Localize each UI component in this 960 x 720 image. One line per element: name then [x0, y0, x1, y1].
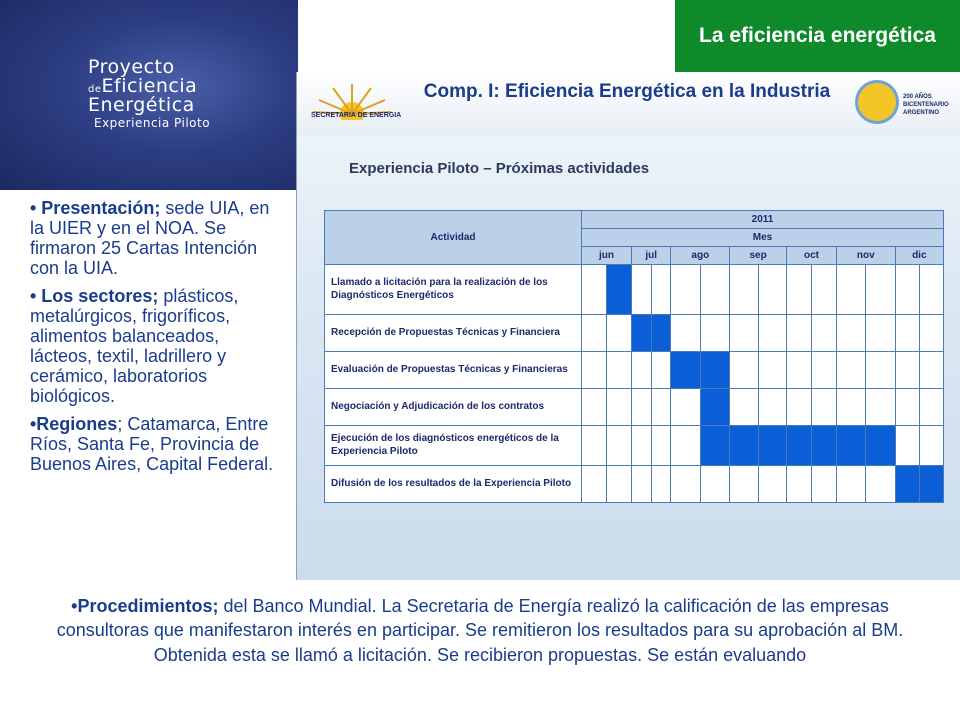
schedule-bar: [787, 426, 812, 466]
procedimientos-label: •Procedimientos;: [71, 596, 219, 616]
schedule-cell: [631, 352, 651, 389]
schedule-cell: [812, 466, 837, 503]
slide-header: [297, 72, 960, 136]
activity-name: Evaluación de Propuestas Técnicas y Financieras: [325, 352, 582, 389]
header-activity: Actividad: [325, 211, 582, 265]
schedule-cell: [758, 389, 786, 426]
schedule-cell: [812, 265, 837, 315]
schedule-cell: [730, 265, 758, 315]
schedule-bar: [651, 315, 671, 352]
schedule-cell: [730, 389, 758, 426]
logo-line-2-prefix: de: [88, 84, 102, 95]
schedule-cell: [919, 315, 943, 352]
schedule-cell: [812, 315, 837, 352]
activity-schedule-table: [324, 210, 944, 503]
activity-row: [325, 352, 944, 389]
schedule-cell: [606, 315, 631, 352]
month-header: jun: [582, 247, 632, 265]
schedule-bar: [919, 466, 943, 503]
month-header: jul: [631, 247, 671, 265]
schedule-cell: [895, 315, 919, 352]
bullet-presentacion-text: sede UIA, en la UIER y en el NOA. Se firmaron 25 Cartas Intención con la UIA.: [30, 198, 270, 279]
activity-name: Ejecución de los diagnósticos energéticos de la Experiencia Piloto: [325, 426, 582, 466]
bullet-regiones: [30, 414, 286, 474]
bullet-sectores-text: plásticos, metalúrgicos, frigoríficos, alimentos balanceados, lácteos, textil, ladrillero y cerámico, laboratorios biológicos.: [30, 285, 239, 407]
schedule-cell: [671, 466, 700, 503]
schedule-cell: [651, 352, 671, 389]
schedule-cell: [836, 315, 865, 352]
schedule-cell: [606, 426, 631, 466]
project-logo: [0, 0, 298, 190]
schedule-cell: [866, 466, 895, 503]
schedule-cell: [631, 389, 651, 426]
schedule-cell: [919, 265, 943, 315]
schedule-cell: [919, 426, 943, 466]
schedule-cell: [582, 352, 607, 389]
bullet-presentacion-label: • Presentación;: [30, 198, 161, 218]
schedule-cell: [787, 352, 812, 389]
schedule-cell: [582, 426, 607, 466]
activity-name: Llamado a licitación para la realización de los Diagnósticos Energéticos: [325, 265, 582, 315]
schedule-cell: [631, 466, 651, 503]
bicentenario-logo-icon: [855, 80, 899, 124]
schedule-cell: [836, 352, 865, 389]
bullet-regiones-text: ; Catamarca, Entre Ríos, Santa Fe, Provincia de Buenos Aires, Capital Federal.: [30, 413, 274, 474]
schedule-cell: [836, 389, 865, 426]
header-year: 2011: [582, 211, 944, 229]
schedule-cell: [758, 352, 786, 389]
schedule-bar: [606, 265, 631, 315]
schedule-bar: [730, 426, 758, 466]
schedule-cell: [700, 466, 729, 503]
schedule-cell: [671, 426, 700, 466]
slide-subtitle: Experiencia Piloto – Próximas actividades: [349, 160, 650, 177]
schedule-cell: [895, 426, 919, 466]
bullet-regiones-label: •Regiones: [30, 413, 118, 434]
schedule-bar: [866, 426, 895, 466]
schedule-cell: [866, 389, 895, 426]
schedule-cell: [651, 466, 671, 503]
schedule-cell: [758, 466, 786, 503]
month-header: ago: [671, 247, 730, 265]
activity-row: [325, 389, 944, 426]
gantt-body: [325, 211, 944, 503]
header-month: Mes: [582, 229, 944, 247]
logo-text: [88, 58, 210, 129]
schedule-cell: [651, 389, 671, 426]
schedule-cell: [700, 265, 729, 315]
schedule-bar: [700, 389, 729, 426]
schedule-cell: [866, 265, 895, 315]
month-header: oct: [787, 247, 837, 265]
schedule-cell: [787, 265, 812, 315]
schedule-cell: [919, 352, 943, 389]
schedule-cell: [671, 265, 700, 315]
schedule-cell: [758, 265, 786, 315]
month-header: dic: [895, 247, 943, 265]
activity-name: Recepción de Propuestas Técnicas y Financiera: [325, 315, 582, 352]
schedule-cell: [895, 265, 919, 315]
schedule-bar: [700, 352, 729, 389]
schedule-cell: [730, 466, 758, 503]
logo-line-2-main: Eficiencia: [101, 75, 198, 97]
schedule-cell: [812, 352, 837, 389]
schedule-cell: [758, 315, 786, 352]
schedule-cell: [582, 389, 607, 426]
section-title: [675, 0, 960, 72]
schedule-cell: [787, 466, 812, 503]
schedule-cell: [730, 315, 758, 352]
month-header: nov: [836, 247, 895, 265]
activity-name: Negociación y Adjudicación de los contratos: [325, 389, 582, 426]
logo-line-3: Energética: [88, 94, 195, 116]
schedule-cell: [582, 466, 607, 503]
schedule-bar: [812, 426, 837, 466]
activity-row: [325, 466, 944, 503]
bullet-presentacion: [30, 198, 286, 279]
schedule-cell: [787, 315, 812, 352]
schedule-cell: [895, 389, 919, 426]
schedule-bar: [700, 426, 729, 466]
schedule-bar: [631, 315, 651, 352]
schedule-cell: [671, 315, 700, 352]
procedimientos-paragraph: [30, 594, 930, 667]
schedule-cell: [582, 265, 607, 315]
schedule-cell: [606, 352, 631, 389]
bullet-sectores: [30, 286, 286, 407]
schedule-cell: [606, 389, 631, 426]
schedule-cell: [730, 352, 758, 389]
schedule-cell: [919, 389, 943, 426]
schedule-cell: [631, 265, 651, 315]
schedule-cell: [700, 315, 729, 352]
slide-header-title: Comp. I: Eficiencia Energética en la Industria: [423, 81, 831, 102]
schedule-cell: [836, 466, 865, 503]
schedule-bar: [895, 466, 919, 503]
schedule-cell: [787, 389, 812, 426]
gantt-header-row-year: [325, 211, 944, 229]
activity-name: Difusión de los resultados de la Experiencia Piloto: [325, 466, 582, 503]
bicentenario-label: 200 AÑOS BICENTENARIO ARGENTINO: [903, 94, 949, 116]
schedule-bar: [671, 352, 700, 389]
schedule-cell: [836, 265, 865, 315]
procedimientos-text: del Banco Mundial. La Secretaria de Energía realizó la calificación de las empresas consultoras que manifestaron interés en participar. Se remitieron los resultados para su aprobación al BM. Obtenida esta se llamó a licitación. Se recibieron propuestas. Se están evaluando: [56, 596, 904, 665]
activity-row: [325, 265, 944, 315]
schedule-cell: [812, 389, 837, 426]
section-title-text: La eficiencia energética: [699, 23, 936, 47]
month-header: sep: [730, 247, 787, 265]
bullet-list: [30, 198, 286, 481]
activity-row: [325, 315, 944, 352]
schedule-cell: [651, 426, 671, 466]
schedule-cell: [866, 315, 895, 352]
schedule-bar: [758, 426, 786, 466]
bullet-sectores-label: • Los sectores;: [30, 285, 159, 306]
schedule-cell: [606, 466, 631, 503]
secretaria-label: SECRETARIA DE ENERGIA: [311, 112, 402, 119]
activity-row: [325, 426, 944, 466]
schedule-bar: [836, 426, 865, 466]
logo-line-4: Experiencia Piloto: [94, 116, 211, 130]
logo-line-1: Proyecto: [88, 56, 175, 78]
schedule-cell: [895, 352, 919, 389]
schedule-cell: [582, 315, 607, 352]
schedule-cell: [631, 426, 651, 466]
schedule-cell: [651, 265, 671, 315]
schedule-cell: [866, 352, 895, 389]
schedule-cell: [671, 389, 700, 426]
